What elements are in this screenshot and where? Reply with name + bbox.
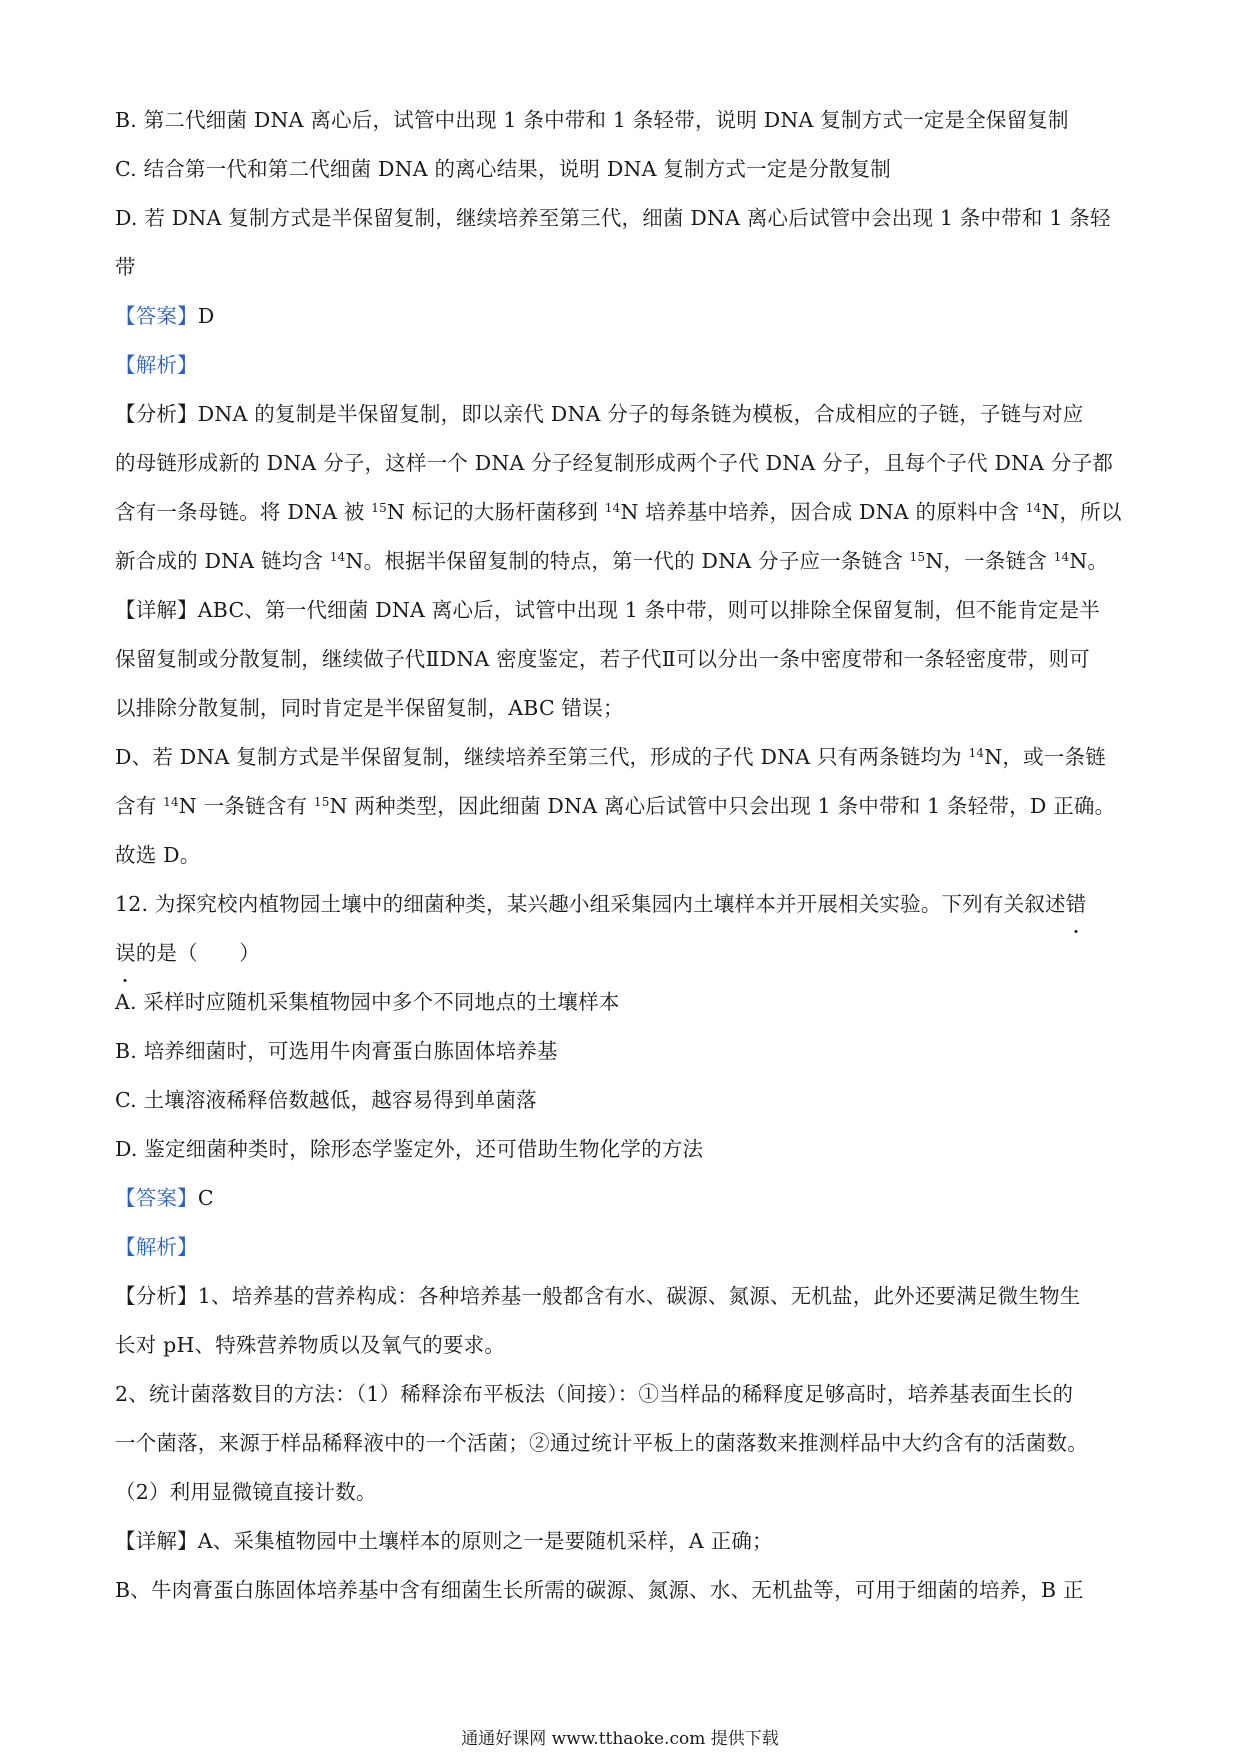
text-segment: N 标记的大肠杆菌移到 [386,500,605,524]
text-segment: 以排除分散复制，同时肯定是半保留复制，ABC 错误； [115,696,624,720]
text-segment: 带 [115,255,136,279]
text-line [115,1566,1135,1615]
text-segment: N 培养基中培养，因合成 DNA 的原料中含 [620,500,1026,524]
emphasis-char: 误 [115,929,136,978]
text-segment: N。 [1069,549,1109,573]
text-segment: N，所以 [1041,500,1122,524]
text-segment: 保留复制或分散复制，继续做子代ⅡDNA 密度鉴定，若子代Ⅱ可以分出一条中密度带和一条轻密度带，则可 [115,647,1090,671]
text-segment: 含有 [115,794,164,818]
isotope-superscript: 14 [1025,501,1042,515]
isotope-superscript: 14 [1053,550,1070,564]
text-line [115,1272,1135,1321]
text-segment: 含有一条母链。将 DNA 被 [115,500,372,524]
text-line [115,96,1135,145]
text-line [115,586,1135,635]
text-line [115,292,1135,341]
isotope-superscript: 15 [313,795,330,809]
section-label: 【解析】 [115,353,198,377]
text-line [115,1517,1135,1566]
isotope-superscript: 14 [604,501,621,515]
text-segment: N 一条链含有 [178,794,314,818]
isotope-superscript: 14 [163,795,179,809]
text-segment: A. 采样时应随机采集植物园中多个不同地点的土壤样本 [115,990,620,1014]
text-line [115,145,1135,194]
text-segment: 【分析】DNA 的复制是半保留复制，即以亲代 DNA 分子的每条链为模板，合成相应的子链，子链与对应 [115,402,1084,426]
text-segment: C. 土壤溶液稀释倍数越低，越容易得到单菌落 [115,1088,537,1112]
section-label: 【答案】 [115,304,198,328]
text-segment: 新合成的 DNA 链均含 [115,549,330,573]
isotope-superscript: 15 [909,550,926,564]
section-label: 【解析】 [115,1235,198,1259]
emphasis-char: 错 [1066,880,1087,929]
isotope-superscript: 15 [371,501,387,515]
text-segment: （2）利用显微镜直接计数。 [115,1480,377,1504]
text-line [115,1223,1135,1272]
text-line [115,488,1135,537]
text-line [115,243,1135,292]
text-segment: N，一条链含 [925,549,1054,573]
text-segment: B. 培养细菌时，可选用牛肉膏蛋白胨固体培养基 [115,1039,558,1063]
text-segment: 故选 D。 [115,843,201,867]
text-line [115,684,1135,733]
text-segment: D [197,304,215,328]
text-segment: N 两种类型，因此细菌 DNA 离心后试管中只会出现 1 条中带和 1 条轻带，D 正确。 [329,794,1116,818]
text-line [115,1027,1135,1076]
text-segment: 【详解】ABC、第一代细菌 DNA 离心后，试管中出现 1 条中带，则可以排除全保留复制，但不能肯定是半 [115,598,1101,622]
text-segment: N，或一条链 [984,745,1106,769]
text-line [115,1125,1135,1174]
text-segment: 【详解】A、采集植物园中土壤样本的原则之一是要随机采样，A 正确； [115,1529,773,1553]
text-line [115,341,1135,390]
text-line [115,782,1135,831]
text-segment: D、若 DNA 复制方式是半保留复制，继续培养至第三代，形成的子代 DNA 只有两条链均为 [115,745,969,769]
text-segment: 【分析】1、培养基的营养构成：各种培养基一般都含有水、碳源、氮源、无机盐，此外还要满足微生物生 [115,1284,1081,1308]
text-segment: N。根据半保留复制的特点，第一代的 DNA 分子应一条链含 [345,549,910,573]
isotope-superscript: 14 [329,550,346,564]
text-segment: 2、统计菌落数目的方法：（1）稀释涂布平板法（间接）：①当样品的稀释度足够高时，培养基表面生长的 [115,1382,1074,1406]
text-line [115,439,1135,488]
document-body [115,96,1135,1615]
text-line [115,978,1135,1027]
text-line [115,831,1135,880]
text-line [115,194,1135,243]
text-line [115,733,1135,782]
text-segment: 12. 为探究校内植物园土壤中的细菌种类，某兴趣小组采集园内土壤样本并开展相关实验。下列有关叙述 [115,892,1066,916]
text-line [115,880,1135,929]
text-segment: B、牛肉膏蛋白胨固体培养基中含有细菌生长所需的碳源、氮源、水、无机盐等，可用于细菌的培养，B 正 [115,1578,1084,1602]
text-line [115,1321,1135,1370]
text-line [115,1419,1135,1468]
isotope-superscript: 14 [968,746,985,760]
text-line [115,1468,1135,1517]
text-segment: 长对 pH、特殊营养物质以及氧气的要求。 [115,1333,506,1357]
text-line [115,390,1135,439]
text-line [115,1076,1135,1125]
text-line [115,635,1135,684]
text-line [115,537,1135,586]
text-line [115,1174,1135,1223]
section-label: 【答案】 [115,1186,198,1210]
page-footer: 通通好课网 www.tthaoke.com 提供下载 [461,1729,779,1749]
text-segment: 一个菌落，来源于样品稀释液中的一个活菌；②通过统计平板上的菌落数来推测样品中大约含有的活菌数。 [115,1431,1088,1455]
text-segment: D. 鉴定细菌种类时，除形态学鉴定外，还可借助生物化学的方法 [115,1137,704,1161]
text-segment: 的是（ ） [135,941,260,965]
text-line [115,1370,1135,1419]
text-segment: 的母链形成新的 DNA 分子，这样一个 DNA 分子经复制形成两个子代 DNA 分子，且每个子代 DNA 分子都 [115,451,1114,475]
text-segment: B. 第二代细菌 DNA 离心后，试管中出现 1 条中带和 1 条轻带，说明 DNA 复制方式一定是全保留复制 [115,108,1069,132]
text-line [115,929,1135,978]
text-segment: C. 结合第一代和第二代细菌 DNA 的离心结果，说明 DNA 复制方式一定是分散复制 [115,157,892,181]
text-segment: C [197,1186,214,1210]
text-segment: D. 若 DNA 复制方式是半保留复制，继续培养至第三代，细菌 DNA 离心后试管中会出现 1 条中带和 1 条轻 [115,206,1111,230]
